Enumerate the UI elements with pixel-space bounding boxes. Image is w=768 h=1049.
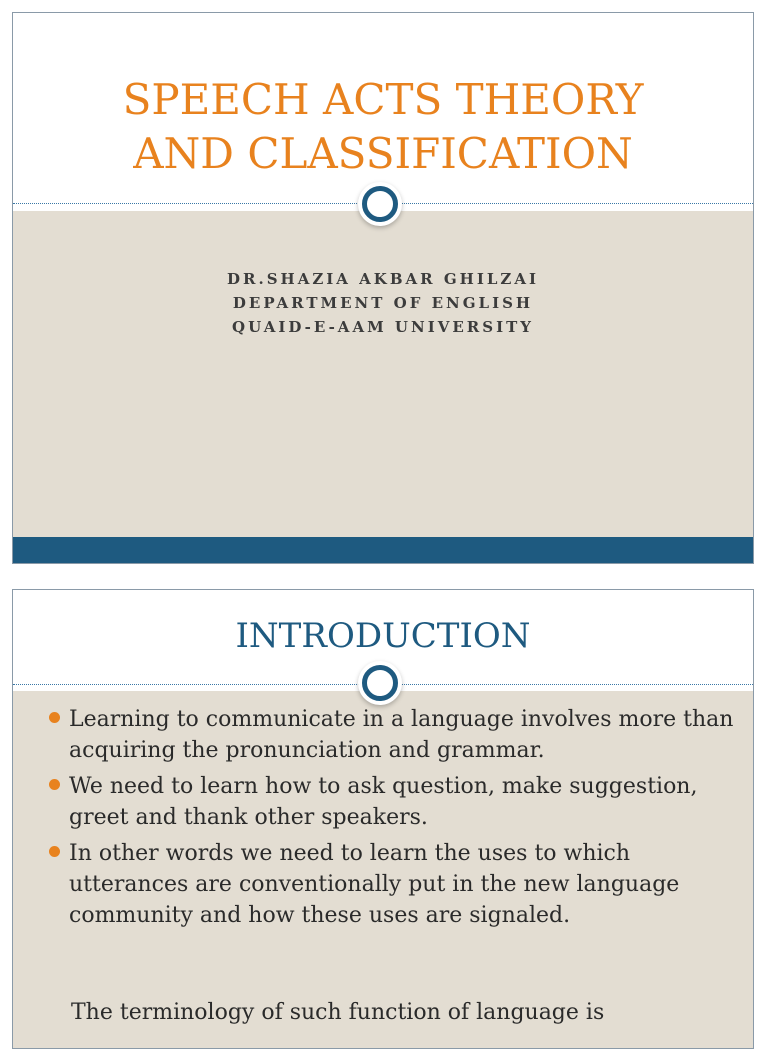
bullet-dot-icon — [49, 712, 60, 723]
content-area — [13, 211, 753, 537]
slide-title — [13, 73, 753, 181]
title-area — [13, 13, 753, 203]
slide-subtitle — [13, 267, 753, 339]
bullet-dot-icon — [49, 779, 60, 790]
introduction-slide — [12, 589, 754, 1049]
list-item — [39, 704, 739, 766]
circle-ring-icon — [362, 186, 398, 222]
slide-title-line-2: AND CLASSIFICATION — [133, 129, 633, 178]
footer-bar — [13, 537, 753, 564]
bullet-dot-icon — [49, 846, 60, 857]
bullet-text: In other words we need to learn the uses to which utterances are conventionally put in the new language community and how these uses are signaled. — [69, 841, 680, 928]
paragraph-text: The terminology of such function of language is — [71, 1000, 605, 1025]
bullet-list — [39, 704, 739, 936]
title-slide — [12, 12, 754, 564]
list-item — [39, 771, 739, 833]
university-name: QUAID-E-AAM UNIVERSITY — [232, 318, 534, 336]
bullet-text: Learning to communicate in a language involves more than acquiring the pronunciation and grammar. — [69, 707, 734, 763]
department-name: DEPARTMENT OF ENGLISH — [232, 294, 534, 312]
author-name: DR.SHAZIA AKBAR GHILZAI — [227, 270, 539, 288]
bullet-text: We need to learn how to ask question, make suggestion, greet and thank other speakers. — [69, 774, 698, 830]
slide-title-line-1: SPEECH ACTS THEORY — [122, 75, 644, 124]
list-item — [39, 838, 739, 931]
slide-title: INTRODUCTION — [235, 616, 531, 656]
circle-ring-icon — [362, 665, 398, 701]
